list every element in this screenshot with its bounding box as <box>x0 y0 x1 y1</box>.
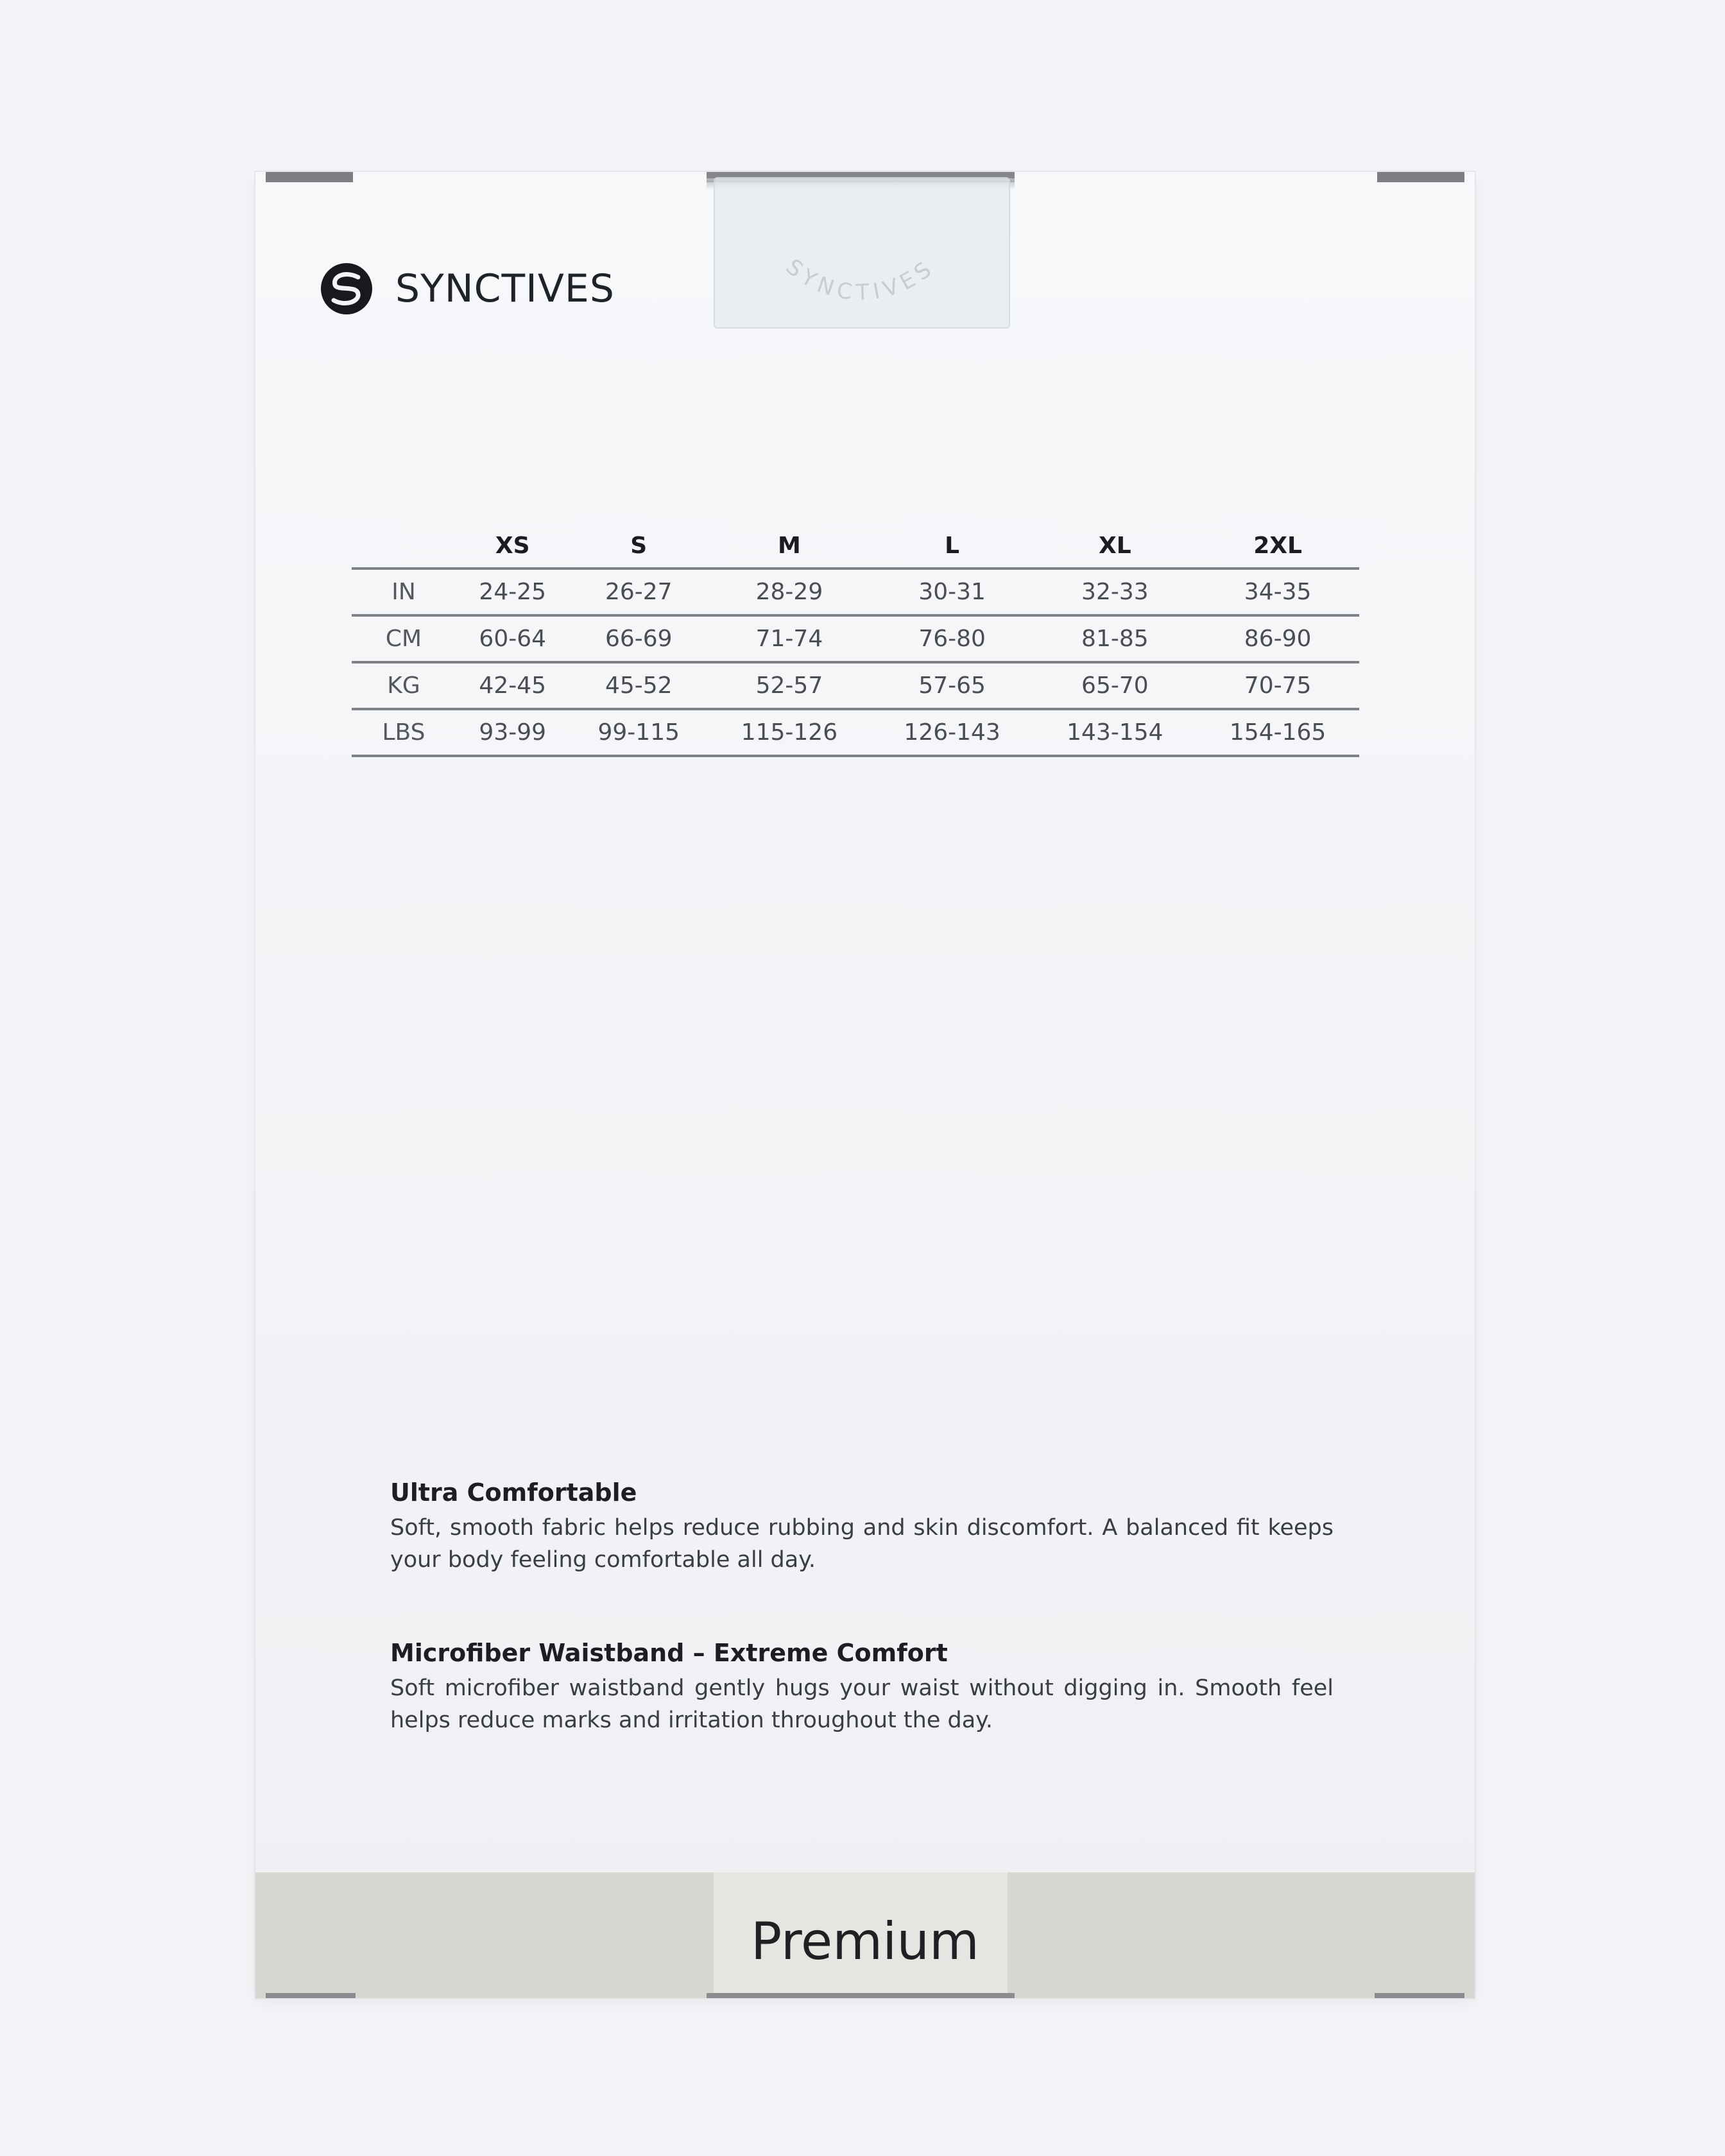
size-cell: 26-27 <box>569 569 708 615</box>
size-header: XL <box>1099 532 1131 559</box>
size-cell: 32-33 <box>1034 569 1197 615</box>
size-cell: 66-69 <box>569 615 708 662</box>
svg-text:SYNCTIVES: SYNCTIVES <box>780 253 941 306</box>
size-chart <box>352 524 1359 757</box>
top-left-flap-edge <box>266 172 353 182</box>
size-cell: 65-70 <box>1034 662 1197 709</box>
unit-label: KG <box>352 662 456 709</box>
size-row-lbs <box>352 709 1359 756</box>
closure-tab <box>714 177 1010 329</box>
size-cell: 81-85 <box>1034 615 1197 662</box>
size-cell: 71-74 <box>708 615 871 662</box>
premium-label: Premium <box>751 1912 979 1971</box>
size-row-in <box>352 569 1359 615</box>
size-cell: 34-35 <box>1196 569 1359 615</box>
size-header: S <box>630 532 648 559</box>
bottom-left-flap-edge <box>266 1993 356 1998</box>
size-cell: 99-115 <box>569 709 708 756</box>
size-header-corner <box>352 524 456 569</box>
unit-label: LBS <box>352 709 456 756</box>
size-header: 2XL <box>1253 532 1302 559</box>
unit-label: CM <box>352 615 456 662</box>
size-cell: 42-45 <box>456 662 569 709</box>
size-cell: 24-25 <box>456 569 569 615</box>
top-right-flap-edge <box>1377 172 1464 182</box>
size-cell: 57-65 <box>871 662 1034 709</box>
feature-body: Soft microfiber waistband gently hugs your waist without digging in. Smooth feel helps reduce marks and irritation throughout the day. <box>390 1675 1334 1733</box>
size-cell: 52-57 <box>708 662 871 709</box>
bottom-right-flap-edge <box>1375 1993 1464 1998</box>
feature-title: Ultra Comfortable <box>390 1478 637 1507</box>
size-row-kg <box>352 662 1359 709</box>
size-cell: 93-99 <box>456 709 569 756</box>
size-cell: 143-154 <box>1034 709 1197 756</box>
brand-name: SYNCTIVES <box>395 266 615 311</box>
size-row-cm <box>352 615 1359 662</box>
feature-ultra-comfortable <box>390 1478 1334 1576</box>
size-cell: 28-29 <box>708 569 871 615</box>
size-cell: 115-126 <box>708 709 871 756</box>
feature-microfiber-waistband <box>390 1639 1334 1736</box>
size-cell: 154-165 <box>1196 709 1359 756</box>
brand-logo <box>320 262 615 316</box>
bottom-band <box>255 1872 1475 1998</box>
product-box <box>255 172 1475 1998</box>
feature-body: Soft, smooth fabric helps reduce rubbing and skin discomfort. A balanced fit keeps your body feeling comfortable all day. <box>390 1515 1334 1573</box>
size-cell: 126-143 <box>871 709 1034 756</box>
feature-title: Microfiber Waistband – Extreme Comfort <box>390 1639 948 1667</box>
size-header: L <box>945 532 960 559</box>
size-header: M <box>778 532 801 559</box>
brand-seal-watermark <box>715 178 1009 327</box>
size-cell: 30-31 <box>871 569 1034 615</box>
bottom-center-flap-edge <box>707 1993 1015 1998</box>
size-cell: 60-64 <box>456 615 569 662</box>
brand-mark-icon <box>320 262 373 316</box>
size-chart-header-row <box>352 524 1359 569</box>
size-cell: 45-52 <box>569 662 708 709</box>
size-header: XS <box>495 532 530 559</box>
size-cell: 76-80 <box>871 615 1034 662</box>
size-cell: 70-75 <box>1196 662 1359 709</box>
size-cell: 86-90 <box>1196 615 1359 662</box>
unit-label: IN <box>352 569 456 615</box>
